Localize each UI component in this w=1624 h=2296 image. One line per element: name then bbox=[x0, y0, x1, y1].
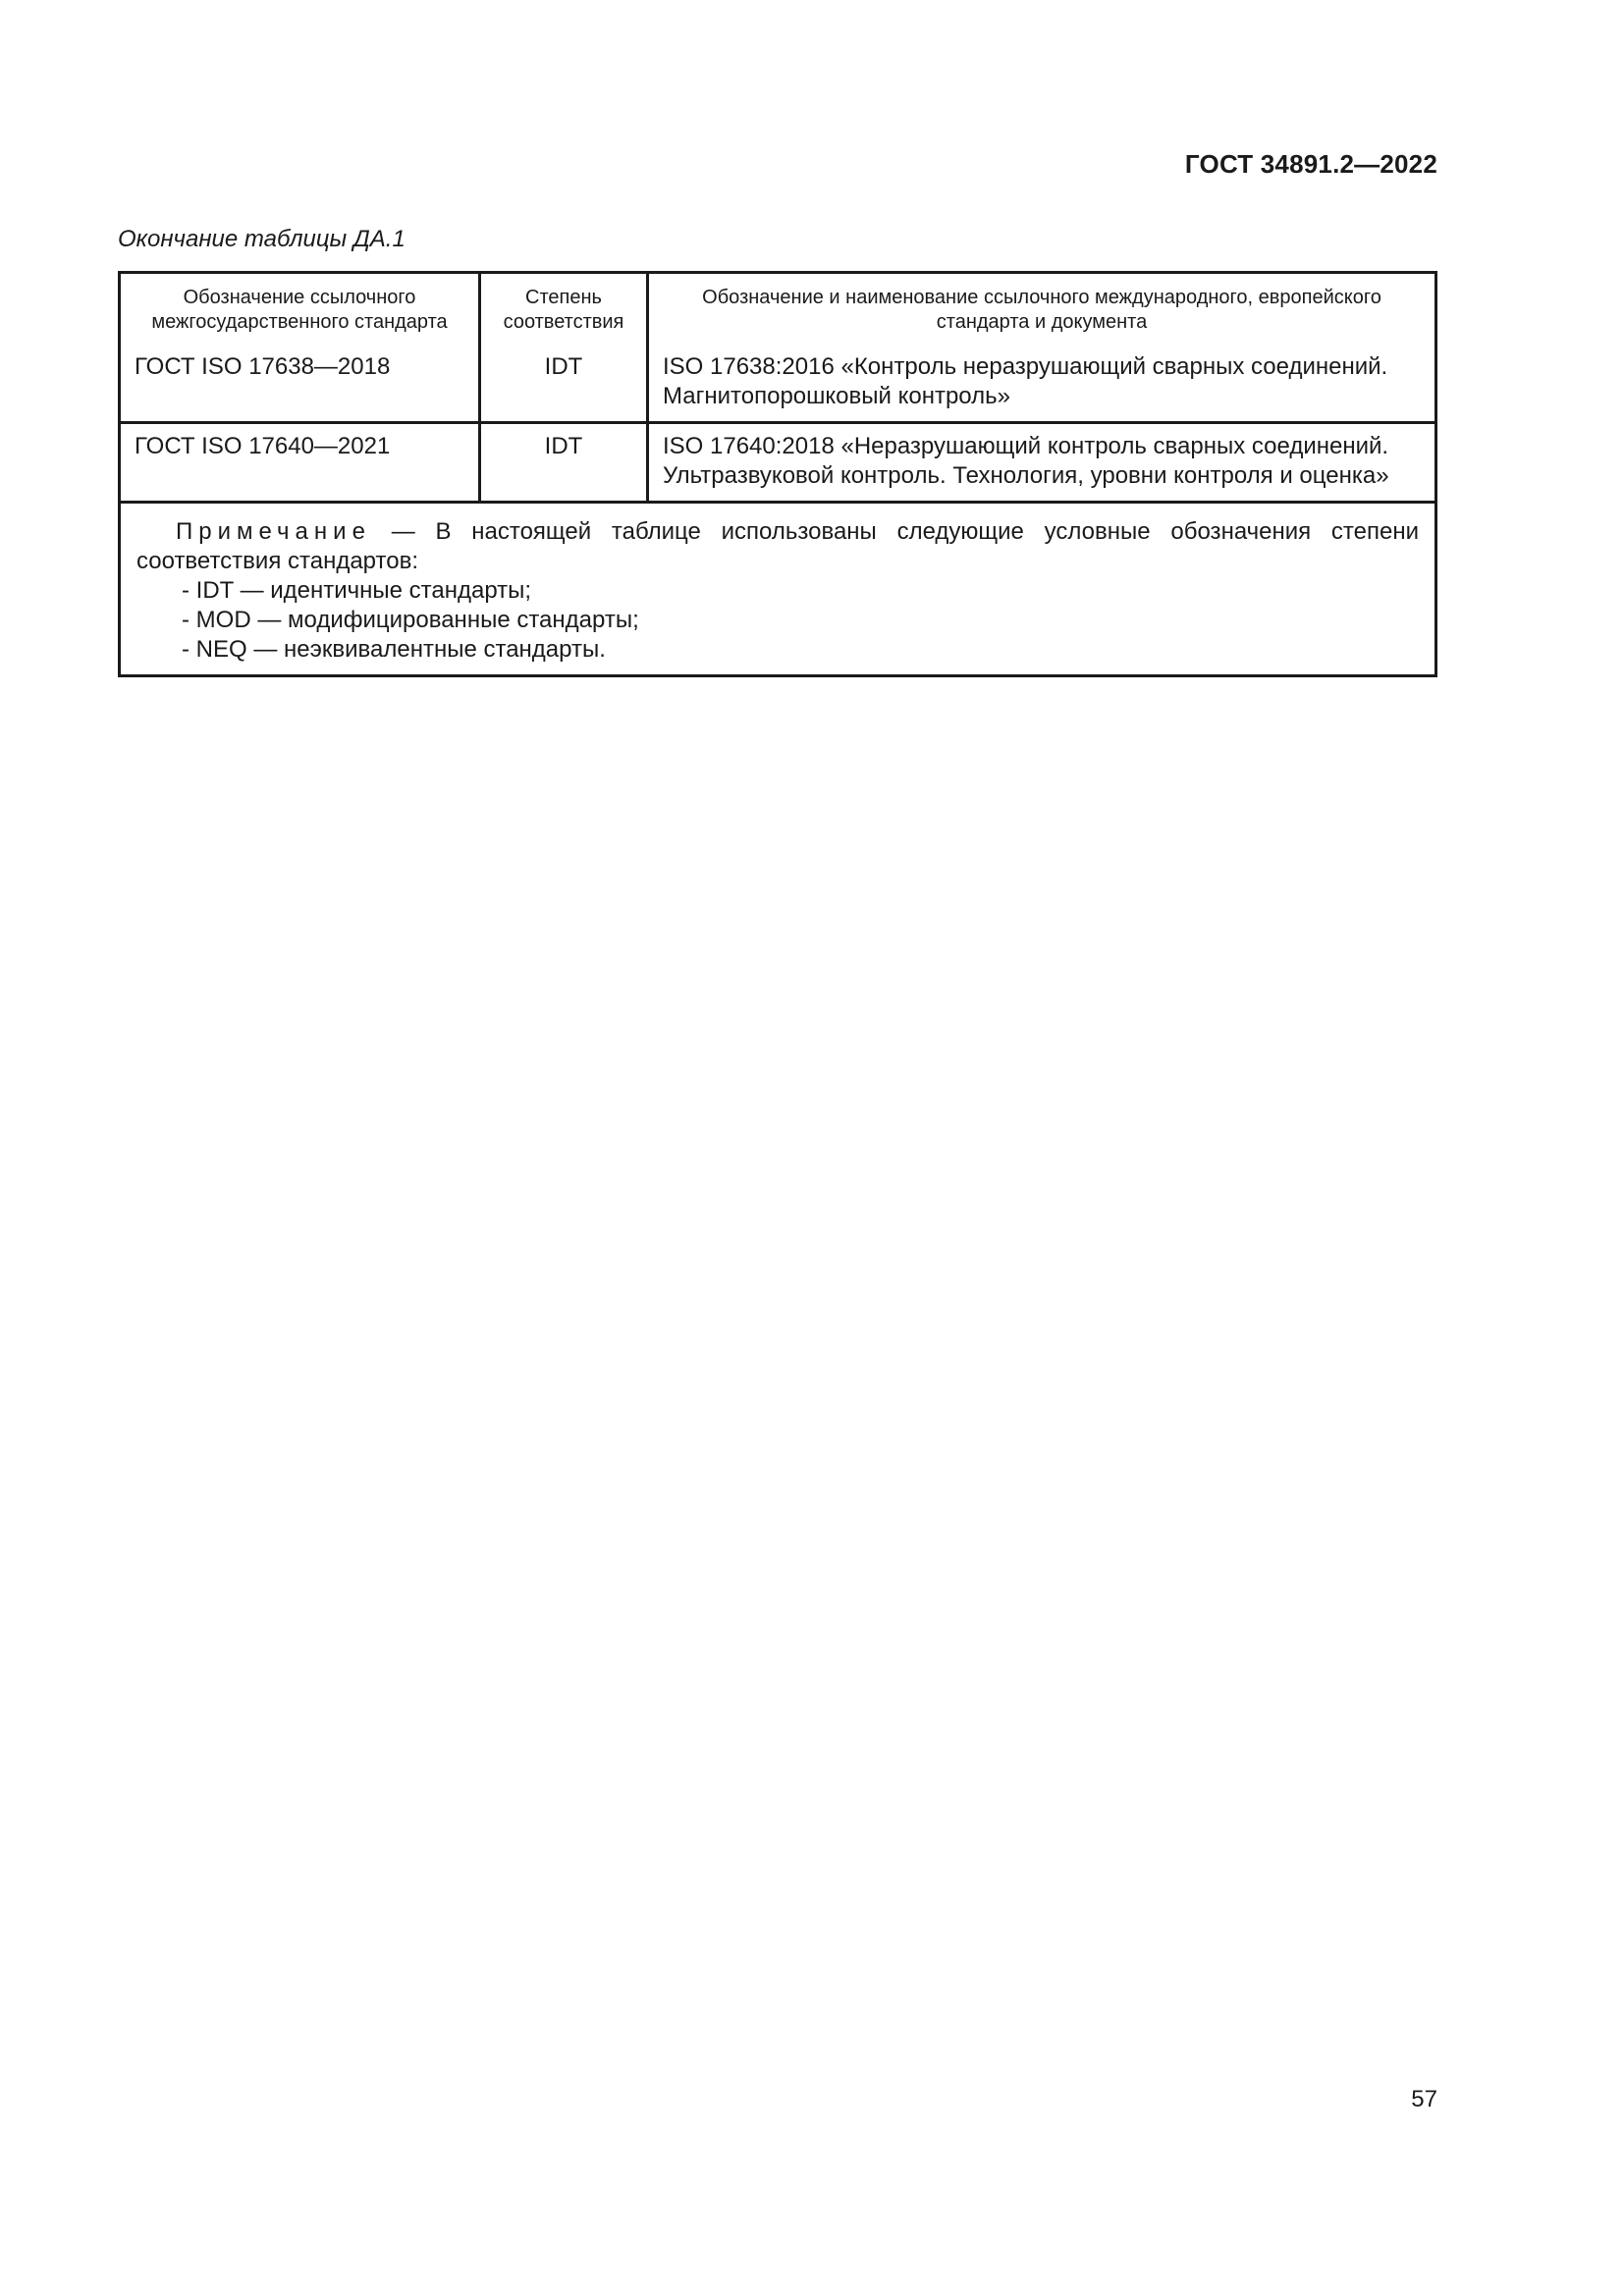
note-list bbox=[136, 576, 1419, 665]
table-caption: Окончание таблицы ДА.1 bbox=[118, 226, 406, 252]
note-list-item: - IDT — идентичные стандарты; bbox=[182, 576, 1419, 606]
note-lead bbox=[136, 517, 1419, 576]
note-list-item: - NEQ — неэквивалентные стандарты. bbox=[182, 635, 1419, 665]
note-text: — В настоящей таблице использованы следующие условные обозначения степени соответствия стандартов: bbox=[136, 518, 1419, 574]
cell-degree: IDT bbox=[481, 345, 649, 424]
cell-standard: ГОСТ ISO 17638—2018 bbox=[121, 345, 481, 424]
cell-degree: IDT bbox=[481, 424, 649, 504]
column-header-standard: Обозначение ссылочного межгосударственного стандарта bbox=[121, 274, 481, 345]
cell-reference: ISO 17638:2016 «Контроль неразрушающий сварных соединений. Магнитопорошковый контроль» bbox=[649, 345, 1435, 424]
cell-reference: ISO 17640:2018 «Неразрушающий контроль сварных соединений. Ультразвуковой контроль. Технология, уровни контроля и оценка» bbox=[649, 424, 1435, 504]
reference-standards-table bbox=[118, 271, 1437, 677]
column-header-reference: Обозначение и наименование ссылочного международного, европейского стандарта и документа bbox=[702, 287, 1381, 333]
note-list-item: - MOD — модифицированные стандарты; bbox=[182, 606, 1419, 635]
table-note-row bbox=[121, 504, 1435, 674]
table-row bbox=[121, 345, 1435, 424]
note-label: Примечание bbox=[176, 518, 371, 545]
table-row bbox=[121, 424, 1435, 504]
table-header-row bbox=[121, 274, 1435, 345]
column-header-degree: Степень соответствия bbox=[481, 274, 649, 345]
table-note bbox=[121, 504, 1435, 674]
cell-standard: ГОСТ ISO 17640—2021 bbox=[121, 424, 481, 504]
page-number: 57 bbox=[1411, 2086, 1437, 2112]
document-code: ГОСТ 34891.2—2022 bbox=[1184, 149, 1437, 179]
